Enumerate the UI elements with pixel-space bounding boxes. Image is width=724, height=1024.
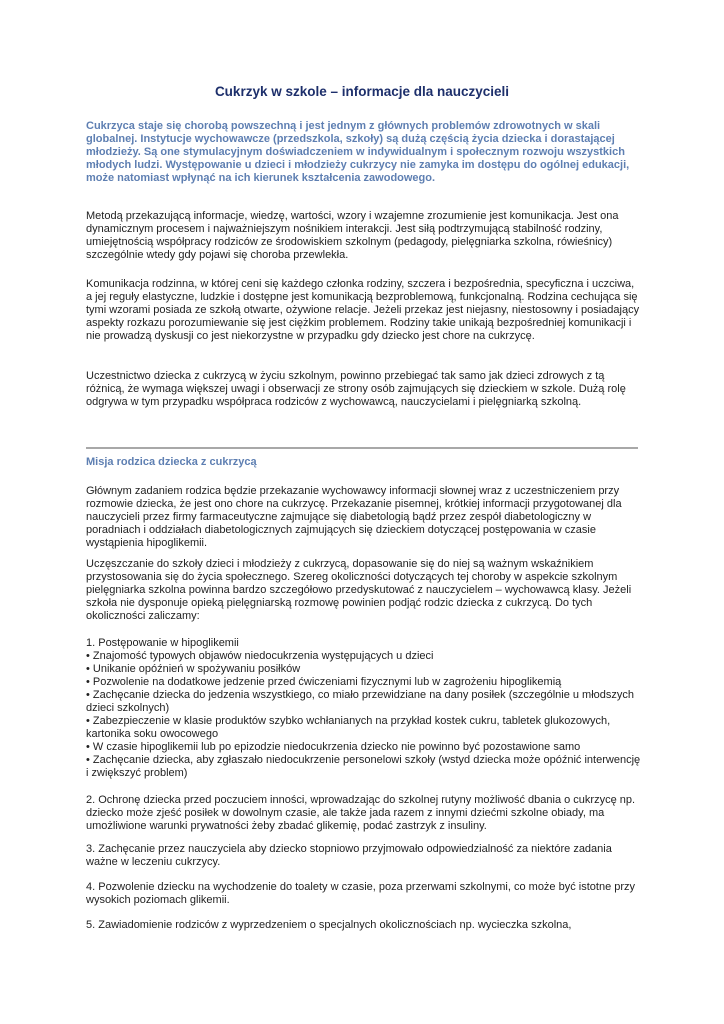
body-paragraph: Metodą przekazującą informacje, wiedzę, wartości, wzory i wzajemne zrozumienie jest komunikacja. Jest ona dynamicznym procesem i najważniejszym nośnikiem interakcji. Jest siłą podtrzymującą stabilność rodziny, umiejętnością współpracy rodziców ze środowiskiem szkolnym (pedagody, pielęgniarka szkolna, rówieśnicy) szczególnie wtedy gdy pojawi się choroba przewlekła. [86, 210, 619, 261]
section-divider [86, 447, 638, 449]
body-paragraph: Uczestnictwo dziecka z cukrzycą w życiu szkolnym, powinno przebiegać tak samo jak dzieci zdrowych z tą różnicą, że wymaga większej uwagi i obserwacji ze strony osób zajmujących się dzieckiem w szkole. Dużą rolę odgrywa w tym przypadku współpraca rodziców z wychowawcą, nauczycielami i pielęgniarką szkolną. [86, 370, 626, 408]
numbered-paragraph: 3. Zachęcanie przez nauczyciela aby dziecko stopniowo przyjmowało odpowiedzialność za niektóre zadania ważne w leczeniu cukrzycy. [86, 843, 612, 868]
numbered-paragraph: 2. Ochronę dziecka przed poczuciem inności, wprowadzając do szkolnej rutyny możliwość dbania o cukrzycę np. dziecko może zjeść posiłek w dowolnym czasie, ale także jada razem z innymi dziećmi szkolne obiady, ma umożliwione warunki prywatności żeby zbadać glikemię, podać zastrzyk z insuliny. [86, 794, 636, 832]
lead-paragraph: Cukrzyca staje się chorobą powszechną i jest jednym z głównych problemów zdrowotnych w skali globalnej. Instytucje wychowawcze (przedszkola, szkoły) są dużą częścią życia dziecka i dorastającej młodzieży. Są one stymulacyjnym doświadczeniem w indywidualnym i społecznym rozwoju wszystkich młodych ludzi. Występowanie u dzieci i młodzieży cukrzycy nie zamyka im dostępu do ogólnej edukacji, może natomiast wpłynąć na ich kierunek kształcenia zawodowego. [86, 120, 630, 184]
list-item: • W czasie hipoglikemii lub po epizodzie niedocukrzenia dziecko nie powinno być pozostawione samo [86, 741, 581, 753]
list-item: • Unikanie opóźnień w spożywaniu posiłków [86, 663, 301, 675]
list-item: • Pozwolenie na dodatkowe jedzenie przed ćwiczeniami fizycznymi lub w zagrożeniu hipoglikemią [86, 676, 562, 688]
numbered-paragraph: 4. Pozwolenie dziecku na wychodzenie do toalety w czasie, poza przerwami szkolnymi, co może być istotne przy wysokich poziomach glikemii. [86, 881, 636, 906]
list-item: • Zabezpieczenie w klasie produktów szybko wchłanianych na przykład kostek cukru, tabletek glukozowych, kartonika soku owocowego [86, 715, 611, 740]
numbered-paragraph: 5. Zawiadomienie rodziców z wyprzedzeniem o specjalnych okolicznościach np. wycieczka szkolna, [86, 919, 572, 931]
body-paragraph: Uczęszczanie do szkoły dzieci i młodzieży z cukrzycą, dopasowanie się do niej są ważnym wskaźnikiem przystosowania się do życia społecznego. Szereg okoliczności dotyczących tej choroby w aspekcie szkolnym pielęgniarka szkolna powinna bardzo szczegółowo przedyskutować z nauczycielem – wychowawcą klasy. Jeżeli szkoła nie dysponuje opieką pielęgniarską rozmowę powinien podjąć rodzic dziecka z cukrzycą. Do tych okoliczności zaliczamy: [86, 558, 632, 622]
list-item: • Znajomość typowych objawów niedocukrzenia występujących u dzieci [86, 650, 434, 662]
list-item: • Zachęcanie dziecka do jedzenia wszystkiego, co miało przewidziane na dany posiłek (szczególnie u młodszych dzieci szkolnych) [86, 689, 635, 714]
list-item: • Zachęcanie dziecka, aby zgłaszało niedocukrzenie personelowi szkoły (wstyd dziecka może opóźnić interwencję i zwiększyć problem) [86, 754, 641, 779]
hypoglycemia-list [86, 637, 642, 780]
page-title: Cukrzyk w szkole – informacje dla nauczycieli [214, 84, 510, 99]
section-heading: Misja rodzica dziecka z cukrzycą [86, 456, 257, 468]
list-item: 1. Postępowanie w hipoglikemii [86, 637, 239, 649]
body-paragraph: Głównym zadaniem rodzica będzie przekazanie wychowawcy informacji słownej wraz z uczestniczeniem przy rozmowie dziecka, że jest ono chore na cukrzycę. Przekazanie pisemnej, krótkiej informacji przygotowanej dla nauczycieli przez firmy farmaceutyczne zajmujące się diabetologią bądź przez zespół diabetologiczny w poradniach i oddziałach diabetologicznych zajmujących się dzieckiem dotyczącej postępowania w czasie wystąpienia hipoglikemii. [86, 485, 622, 549]
body-paragraph: Komunikacja rodzinna, w której ceni się każdego członka rodziny, szczera i bezpośrednia, specyficzna i uczciwa, a jej reguły elastyczne, ludzkie i dostępne jest komunikacją bezproblemową, funkcjonalną. Rodzina cechująca się tymi wzorami posiada ze szkołą otwarte, ożywione relacje. Jeżeli przekaz jest niejasny, niestosowny i posiadający aspekty rozkazu porozumiewanie się jest ciężkim problemem. Rodziny takie unikają bezpośredniej komunikacji i nie prowadzą dyskusji co jest niekorzystne w przypadku gdy dziecko jest chore na cukrzycę. [86, 278, 640, 342]
